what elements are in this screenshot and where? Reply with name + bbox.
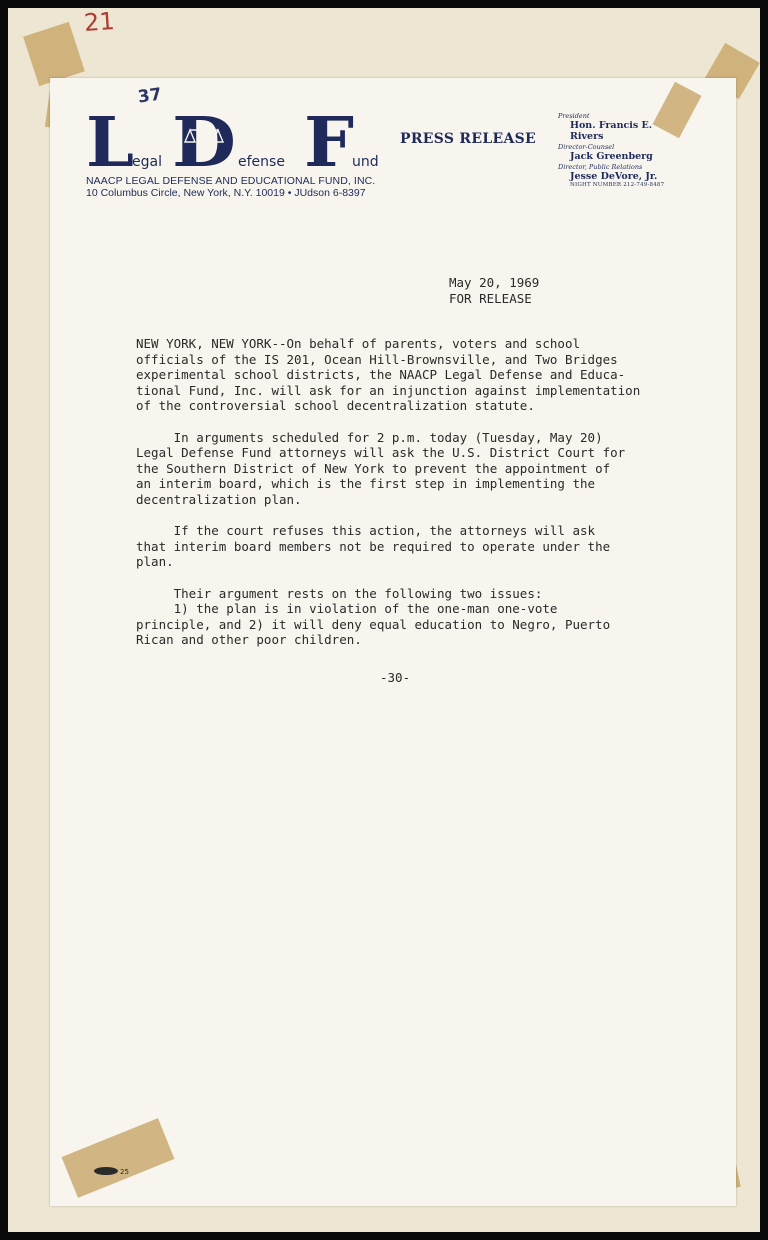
logo-word-egal: egal: [132, 154, 162, 170]
archive-number: 21: [83, 6, 116, 38]
handwritten-number: 37: [136, 84, 163, 108]
body-paragraph: Their argument rests on the following two issues: 1) the plan is in violation of the one-man one-vote principle, and 2) it will deny equal education to Negro, Puerto Rican and other poor children.: [136, 585, 611, 647]
officer-role: Director-Counsel: [558, 143, 615, 151]
officer-name: Hon. Francis E. Rivers: [570, 120, 653, 142]
body-paragraph: In arguments scheduled for 2 p.m. today (Tuesday, May 20) Legal Defense Fund attorneys will ask the U.S. District Court for the Southern District of New York to prevent the appointment of an interim board, which is the first step in implementing the decentralization plan.: [136, 429, 626, 507]
press-release-body: [136, 336, 696, 664]
logo-word-efense: efense: [238, 154, 285, 170]
release-date: May 20, 1969: [449, 275, 540, 290]
officer-role: Director, Public Relations: [558, 163, 643, 171]
logo-word-und: und: [352, 154, 379, 170]
body-paragraph: If the court refuses this action, the attorneys will ask that interim board members not be required to operate under the plan.: [136, 523, 611, 569]
officer-name: Jack Greenberg: [570, 151, 653, 162]
body-paragraph: NEW YORK, NEW YORK--On behalf of parents, voters and school officials of the IS 201, Ocean Hill-Brownsville, and Two Bridges experimental school districts, the NAACP Legal Defense and Educa- tional Fund, Inc. will ask for an injunction against implementation of the controversial school decentralization statute.: [136, 336, 641, 413]
end-mark: -30-: [380, 670, 411, 685]
ldf-logo: [86, 110, 382, 170]
dateline: [449, 275, 539, 307]
press-release-heading: PRESS RELEASE: [400, 131, 536, 147]
union-bug-stamp-icon: [92, 1164, 132, 1178]
officers-list: [558, 112, 688, 188]
release-status: FOR RELEASE: [449, 291, 532, 306]
org-address: 10 Columbus Circle, New York, N.Y. 10019 • JUdson 6-8397: [86, 187, 366, 199]
org-name: NAACP LEGAL DEFENSE AND EDUCATIONAL FUND, INC.: [86, 175, 376, 187]
stamp-number: 25: [120, 1168, 129, 1176]
night-number: NIGHT NUMBER 212-749-8487: [570, 182, 665, 188]
logo-letter-l: L: [86, 110, 134, 170]
logo-letter-f: F: [304, 110, 354, 170]
officer-role: President: [558, 112, 590, 120]
officer-name: Jesse DeVore, Jr.: [570, 171, 658, 182]
logo-letter-d: D: [172, 110, 236, 170]
